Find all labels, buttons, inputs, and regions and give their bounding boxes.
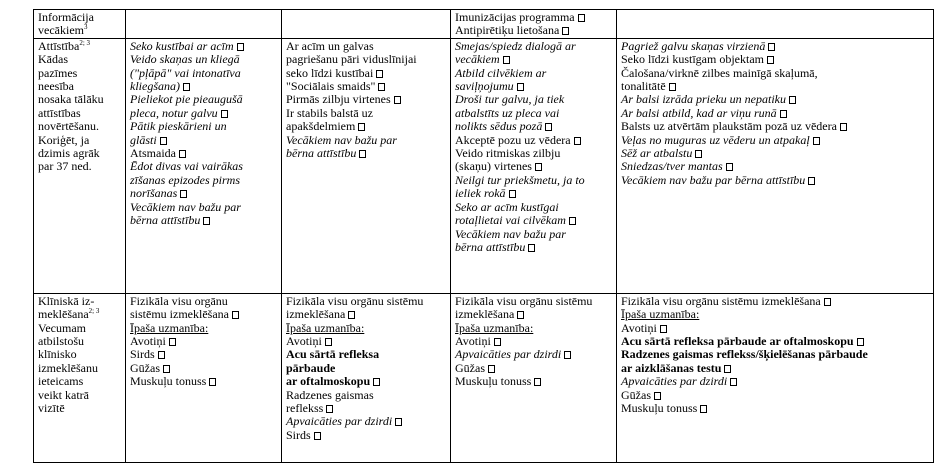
checklist-item: Pagriež galvu skaņas virzienā — [621, 40, 930, 53]
header-row — [34, 10, 934, 39]
checklist-item: Pirmās zilbju virtenes — [286, 93, 447, 106]
checkbox[interactable] — [574, 137, 581, 145]
label-line: veikt katrā — [38, 387, 89, 402]
header-cell-immunization — [451, 10, 617, 39]
checklist-item: Muskuļu tonuss — [621, 402, 930, 415]
header-label-cell — [34, 10, 126, 39]
checkbox[interactable] — [163, 365, 170, 373]
checklist-item-text: Ēdot divas vai vairākas — [130, 159, 243, 174]
label-line: pazīmes — [38, 65, 78, 80]
checklist-item-text: zīšanas epizodes pirms — [130, 172, 241, 187]
checkbox[interactable] — [517, 311, 524, 319]
checkbox[interactable] — [724, 365, 731, 373]
checkbox[interactable] — [767, 56, 774, 64]
checklist-item: Akceptē pozu uz vēdera — [455, 134, 613, 147]
checkbox[interactable] — [348, 311, 355, 319]
checkbox[interactable] — [726, 163, 733, 171]
checklist-item-text: Pieliekot pie pieaugušā — [130, 92, 243, 107]
checklist-item-text: pārbaude — [286, 360, 336, 375]
checkbox[interactable] — [160, 137, 167, 145]
checklist-item: vecākiem — [455, 53, 613, 66]
checklist-item-text: Atbild cilvēkiem ar — [455, 65, 547, 80]
checklist-item: Avotiņi — [455, 335, 613, 348]
checklist-item: Balsts uz atvērtām plaukstām pozā uz vēdera — [621, 120, 930, 133]
checklist-item: pleca, notur galvu — [130, 107, 278, 120]
checkbox[interactable] — [654, 392, 661, 400]
checkbox[interactable] — [358, 123, 365, 131]
checkbox[interactable] — [813, 137, 820, 145]
footnote-ref: 3 — [83, 23, 88, 32]
checkbox[interactable] — [221, 110, 228, 118]
checkbox[interactable] — [209, 378, 216, 386]
checkbox[interactable] — [517, 83, 524, 91]
label-line: dzimis agrāk — [38, 146, 100, 161]
development-col2-cell — [126, 38, 282, 293]
checkbox[interactable] — [373, 378, 380, 386]
checkbox[interactable] — [488, 365, 495, 373]
checkbox[interactable] — [578, 14, 585, 22]
footnote-ref: 2; 3 — [79, 38, 91, 47]
label-line: nosaka tālāku — [38, 92, 104, 107]
checkbox[interactable] — [700, 405, 707, 413]
label-line: ieteicams — [38, 374, 84, 389]
special-attention-heading: Īpaša uzmanība: — [130, 320, 209, 335]
clinical-col2-cell — [126, 293, 282, 462]
label-line: Klīniskā iz- — [38, 293, 95, 308]
checkbox[interactable] — [534, 378, 541, 386]
checkbox[interactable] — [857, 338, 864, 346]
header-label-line: Informācija — [38, 10, 94, 24]
checkbox[interactable] — [768, 43, 775, 51]
checklist-item-text: Ir stabils balstā uz — [286, 105, 373, 120]
checkbox[interactable] — [535, 163, 542, 171]
checklist-item: ar aizklāšanas testu — [621, 362, 930, 375]
clinical-table — [33, 9, 934, 463]
checkbox[interactable] — [169, 338, 176, 346]
checkbox[interactable] — [730, 378, 737, 386]
checklist-item: Ar balsi izrāda prieku un nepatiku — [621, 93, 930, 106]
checklist-item: Sirds — [130, 348, 278, 361]
checklist-item-text: Radzenes gaismas reflekss/šķielēšanas pārbaude — [621, 347, 868, 362]
checklist-item: Seko līdzi kustīgam objektam — [621, 53, 930, 66]
checklist-item: Gūžas — [130, 362, 278, 375]
checklist-item-text: Neilgi tur priekšmetu, ja to — [455, 172, 585, 187]
label-line: izmeklēšanu — [38, 360, 98, 375]
checklist-item: Apvaicāties par dzirdi — [286, 415, 447, 428]
label-line: Vecumam — [38, 320, 86, 335]
checkbox[interactable] — [494, 338, 501, 346]
checkbox[interactable] — [158, 351, 165, 359]
development-title: Attīstība — [38, 38, 80, 53]
checklist-item: Fizikāla visu orgānu sistēmu izmeklēšana — [621, 295, 930, 308]
checklist-item-text: ("pļāpā" vai intonatīva — [130, 65, 241, 80]
checkbox[interactable] — [203, 217, 210, 225]
checklist-item: tonalitātē — [621, 80, 930, 93]
checkbox[interactable] — [179, 150, 186, 158]
checkbox[interactable] — [237, 43, 244, 51]
checkbox[interactable] — [660, 325, 667, 333]
checklist-item: Sēž ar atbalstu — [621, 147, 930, 160]
checklist-item: bērna attīstību — [130, 214, 278, 227]
checklist-item-text: Vecākiem nav bažu par — [455, 226, 566, 241]
checklist-item: seko līdzi kustībai — [286, 67, 447, 80]
checklist-item: Muskuļu tonuss — [455, 375, 613, 388]
checkbox[interactable] — [394, 96, 401, 104]
checklist-item-text: Seko ar acīm kustīgai — [455, 199, 559, 214]
checkbox[interactable] — [562, 27, 569, 35]
checklist-item: Vecākiem nav bažu par bērna attīstību — [621, 174, 930, 187]
checklist-item: Seko kustībai ar acīm — [130, 40, 278, 53]
checkbox[interactable] — [503, 56, 510, 64]
header-label-line: vecākiem — [38, 23, 84, 38]
checklist-item: sistēmu izmeklēšana — [130, 308, 278, 321]
checklist-item: saviļņojumu — [455, 80, 613, 93]
checkbox[interactable] — [695, 150, 702, 158]
checklist-item: Apvaicāties par dzirdi — [455, 348, 613, 361]
development-col5-cell — [617, 38, 934, 293]
label-line: Kādas — [38, 52, 68, 67]
special-attention-heading: Īpaša uzmanība: — [621, 307, 700, 322]
label-line: attīstības — [38, 105, 81, 120]
checklist-item: izmeklēšana — [286, 308, 447, 321]
special-attention-heading: Īpaša uzmanība: — [286, 320, 365, 335]
label-line: par 37 ned. — [38, 159, 92, 174]
development-label-cell — [34, 38, 126, 293]
checklist-item-text: Acu sārtā refleksa — [286, 347, 380, 362]
checklist-item-text: Pātik pieskārieni un — [130, 119, 227, 134]
checkbox[interactable] — [564, 351, 571, 359]
checkbox[interactable] — [509, 190, 516, 198]
checklist-item: apakšdelmiem — [286, 120, 447, 133]
checklist-item-text: Smejas/spiedz dialogā ar — [455, 38, 576, 53]
checklist-item: Avotiņi — [621, 322, 930, 335]
checkbox[interactable] — [395, 418, 402, 426]
checklist-item: Antipirētiķu lietošana — [455, 24, 613, 37]
checklist-item: "Sociālais smaids" — [286, 80, 447, 93]
checklist-item: ieliek rokā — [455, 187, 613, 200]
checkbox[interactable] — [780, 110, 787, 118]
checkbox[interactable] — [183, 83, 190, 91]
checklist-item: Ar balsi atbild, kad ar viņu runā — [621, 107, 930, 120]
label-line: meklēšana — [38, 307, 89, 322]
development-col3-cell — [282, 38, 451, 293]
checklist-item-text: Čalošana/virknē zilbes mainīgā skaļumā, — [621, 65, 818, 80]
checkbox[interactable] — [824, 298, 831, 306]
header-cell-empty — [617, 10, 934, 39]
checklist-item: Imunizācijas programma — [455, 11, 613, 24]
checkbox[interactable] — [545, 123, 552, 131]
checklist-item: norīšanas — [130, 187, 278, 200]
checklist-item: rotaļlietai vai cilvēkam — [455, 214, 613, 227]
checklist-item-text: Ar acīm un galvas — [286, 38, 374, 53]
checklist-item: Muskuļu tonuss — [130, 375, 278, 388]
checklist-item: Avotiņi — [130, 335, 278, 348]
checklist-item: izmeklēšana — [455, 308, 613, 321]
checkbox[interactable] — [180, 190, 187, 198]
checkbox[interactable] — [232, 311, 239, 319]
development-col4-cell — [451, 38, 617, 293]
checklist-item-text: Radzenes gaismas — [286, 387, 374, 402]
checklist-item: Avotiņi — [286, 335, 447, 348]
checklist-item-text: Fizikāla visu orgānu — [130, 293, 228, 308]
checklist-item: Sirds — [286, 429, 447, 442]
checkbox[interactable] — [569, 217, 576, 225]
clinical-label-cell — [34, 293, 126, 462]
checkbox[interactable] — [808, 177, 815, 185]
footnote-ref: 2; 3 — [88, 307, 100, 316]
header-cell-empty — [126, 10, 282, 39]
checklist-item: Sniedzas/tver mantas — [621, 160, 930, 173]
label-line: klīnisko — [38, 347, 77, 362]
checklist-item: Acu sārtā refleksa pārbaude ar oftalmoskopu — [621, 335, 930, 348]
checklist-item: ar oftalmoskopu — [286, 375, 447, 388]
checklist-item: reflekss — [286, 402, 447, 415]
checklist-item: (skaņu) virtenes — [455, 160, 613, 173]
checklist-item: Gūžas — [621, 389, 930, 402]
label-line: novērtēšanu. — [38, 119, 99, 134]
label-line: Koriģēt, ja — [38, 132, 90, 147]
checklist-item-text: Droši tur galvu, ja tiek — [455, 92, 565, 107]
header-cell-empty — [282, 10, 451, 39]
checklist-item: glāsti — [130, 134, 278, 147]
clinical-col5-cell — [617, 293, 934, 462]
checklist-item: kliegšana) — [130, 80, 278, 93]
checkbox[interactable] — [325, 338, 332, 346]
checklist-item-text: Veido skaņas un kliegā — [130, 52, 240, 67]
label-line: atbilstošu — [38, 334, 85, 349]
checkbox[interactable] — [326, 405, 333, 413]
checkbox[interactable] — [376, 70, 383, 78]
checkbox[interactable] — [528, 244, 535, 252]
checklist-item-text: Vecākiem nav bažu par — [286, 132, 397, 147]
checkbox[interactable] — [359, 150, 366, 158]
checklist-item: Gūžas — [455, 362, 613, 375]
development-row — [34, 38, 934, 293]
checklist-item-text: Veido ritmiskas zilbju — [455, 146, 561, 161]
checklist-item: Apvaicāties par dzirdi — [621, 375, 930, 388]
checklist-item: Veļas no muguras uz vēderu un atpakaļ — [621, 134, 930, 147]
checklist-item-text: Vecākiem nav bažu par — [130, 199, 241, 214]
checkbox[interactable] — [378, 83, 385, 91]
checklist-item: bērna attīstību — [455, 241, 613, 254]
checklist-item: bērna attīstību — [286, 147, 447, 160]
clinical-row — [34, 293, 934, 462]
checkbox[interactable] — [669, 83, 676, 91]
checkbox[interactable] — [789, 96, 796, 104]
checklist-item: Atsmaida — [130, 147, 278, 160]
label-line: neesība — [38, 79, 74, 94]
checkbox[interactable] — [314, 432, 321, 440]
checklist-item-text: Fizikāla visu orgānu sistēmu — [286, 293, 424, 308]
clinical-col4-cell — [451, 293, 617, 462]
checklist-item: nolikts sēdus pozā — [455, 120, 613, 133]
checkbox[interactable] — [840, 123, 847, 131]
checklist-item-text: atbalstīts uz pleca vai — [455, 105, 560, 120]
checklist-item-text: pagriešanu pāri viduslīnijai — [286, 52, 417, 67]
checklist-item-text: Fizikāla visu orgānu sistēmu — [455, 293, 593, 308]
clinical-col3-cell — [282, 293, 451, 462]
label-line: vizītē — [38, 401, 65, 416]
special-attention-heading: Īpaša uzmanība: — [455, 320, 534, 335]
